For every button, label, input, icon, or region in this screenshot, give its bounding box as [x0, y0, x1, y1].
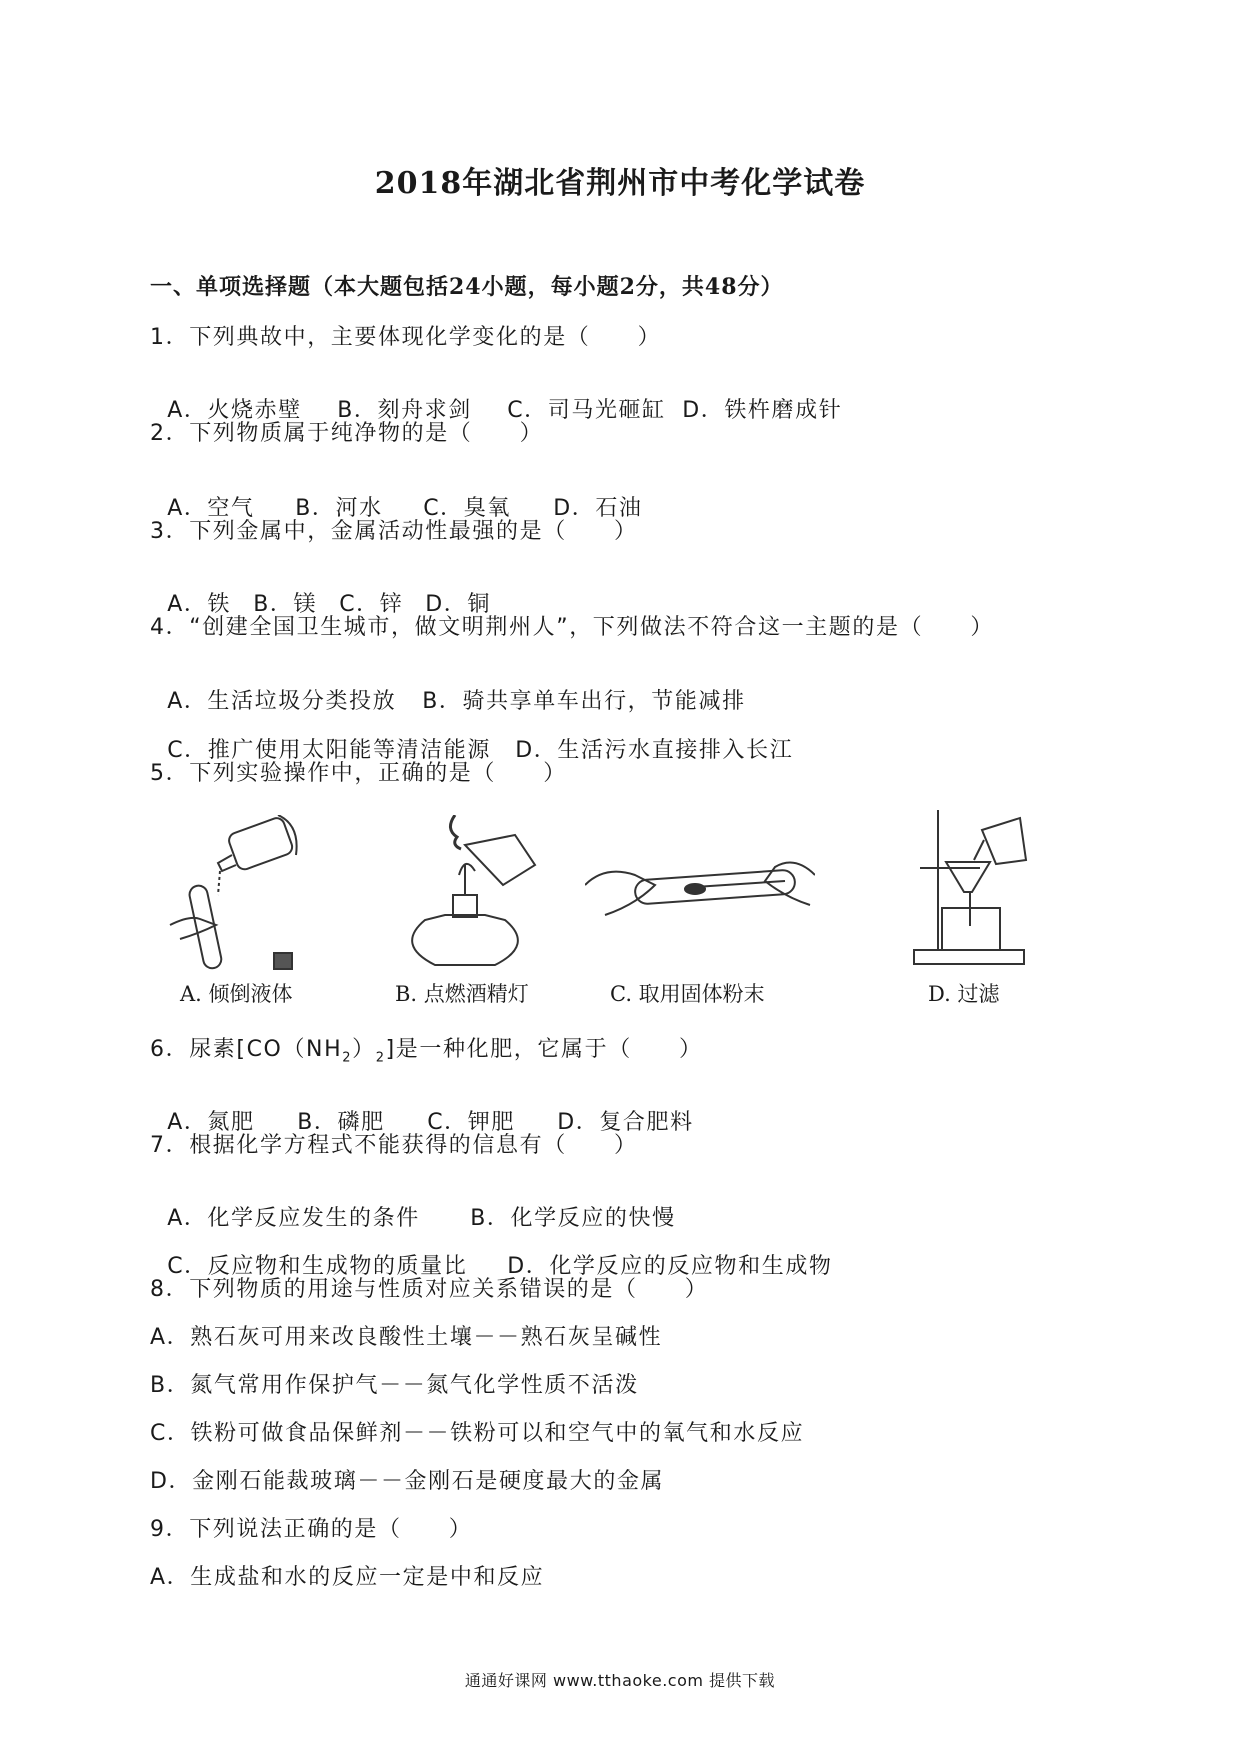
option-c: C．臭氧 — [423, 496, 511, 521]
option-b: B．河水 — [295, 496, 383, 521]
question-8-stem: 8．下列物质的用途与性质对应关系错误的是（ ） — [150, 1277, 709, 1302]
option-d: D．复合肥料 — [557, 1110, 694, 1135]
question-9-option-a: A．生成盐和水的反应一定是中和反应 — [150, 1565, 545, 1590]
option-b: B．骑共享单车出行，节能减排 — [422, 689, 746, 714]
option-d: D．化学反应的反应物和生成物 — [507, 1254, 833, 1279]
option-b: B．刻舟求剑 — [337, 398, 472, 423]
figure-lighting-lamp — [395, 815, 555, 975]
question-2-stem: 2．下列物质属于纯净物的是（ ） — [150, 421, 544, 446]
stem-part: 6．尿素[CO（NH — [150, 1037, 343, 1062]
caption-b: B. 点燃酒精灯 — [395, 982, 529, 1006]
page-title: 2018年湖北省荆州市中考化学试卷 — [374, 166, 866, 201]
question-6-stem — [150, 1032, 703, 1065]
figure-pouring-liquid — [160, 815, 310, 975]
option-a: A．化学反应发生的条件 — [167, 1206, 420, 1231]
option-d: D．生活污水直接排入长江 — [515, 738, 794, 763]
option-a: A．氮肥 — [167, 1110, 255, 1135]
question-9-stem: 9．下列说法正确的是（ ） — [150, 1517, 473, 1542]
option-b: B．化学反应的快慢 — [470, 1206, 676, 1231]
option-c: C．钾肥 — [427, 1110, 515, 1135]
question-8-option-b: B．氮气常用作保护气－－氮气化学性质不活泼 — [150, 1373, 639, 1398]
figure-filtration — [900, 800, 1040, 980]
question-4-stem: 4．“创建全国卫生城市，做文明荆州人”，下列做法不符合这一主题的是（ ） — [150, 615, 994, 640]
footer-source: 通通好课网 www.tthaoke.com 提供下载 — [464, 1671, 776, 1690]
option-c: C．锌 — [339, 592, 404, 617]
option-d: D．石油 — [553, 496, 643, 521]
figure-solid-powder — [585, 815, 815, 975]
option-a: A．空气 — [167, 496, 255, 521]
option-c: C．推广使用太阳能等清洁能源 — [167, 738, 491, 763]
subscript: 2 — [375, 1050, 386, 1066]
option-a: A．铁 — [167, 592, 232, 617]
option-d: D．铁杵磨成针 — [682, 398, 843, 423]
stem-part: ） — [352, 1037, 376, 1062]
option-c: C．司马光砸缸 — [507, 398, 666, 423]
question-4-options-ab — [150, 659, 746, 715]
question-8-option-d: D．金刚石能裁玻璃－－金刚石是硬度最大的金属 — [150, 1469, 665, 1494]
option-b: B．磷肥 — [297, 1110, 385, 1135]
stem-part: ]是一种化肥，它属于（ ） — [385, 1037, 703, 1062]
section-heading: 一、单项选择题（本大题包括24小题，每小题2分，共48分） — [150, 274, 784, 300]
caption-d: D. 过滤 — [928, 982, 1000, 1006]
question-1-stem: 1．下列典故中，主要体现化学变化的是（ ） — [150, 325, 662, 350]
caption-c: C. 取用固体粉末 — [610, 982, 765, 1006]
question-3-stem: 3．下列金属中，金属活动性最强的是（ ） — [150, 519, 638, 544]
option-a: A．火烧赤壁 — [167, 398, 302, 423]
subscript: 2 — [342, 1050, 353, 1066]
option-d: D．铜 — [425, 592, 491, 617]
question-8-option-a: A．熟石灰可用来改良酸性土壤－－熟石灰呈碱性 — [150, 1325, 663, 1350]
question-8-option-c: C．铁粉可做食品保鲜剂－－铁粉可以和空气中的氧气和水反应 — [150, 1421, 805, 1446]
option-c: C．反应物和生成物的质量比 — [167, 1254, 468, 1279]
option-b: B．镁 — [253, 592, 318, 617]
option-a: A．生活垃圾分类投放 — [167, 689, 397, 714]
question-7-stem: 7．根据化学方程式不能获得的信息有（ ） — [150, 1133, 638, 1158]
question-5-stem: 5．下列实验操作中，正确的是（ ） — [150, 761, 567, 786]
caption-a: A. 倾倒液体 — [180, 982, 293, 1006]
